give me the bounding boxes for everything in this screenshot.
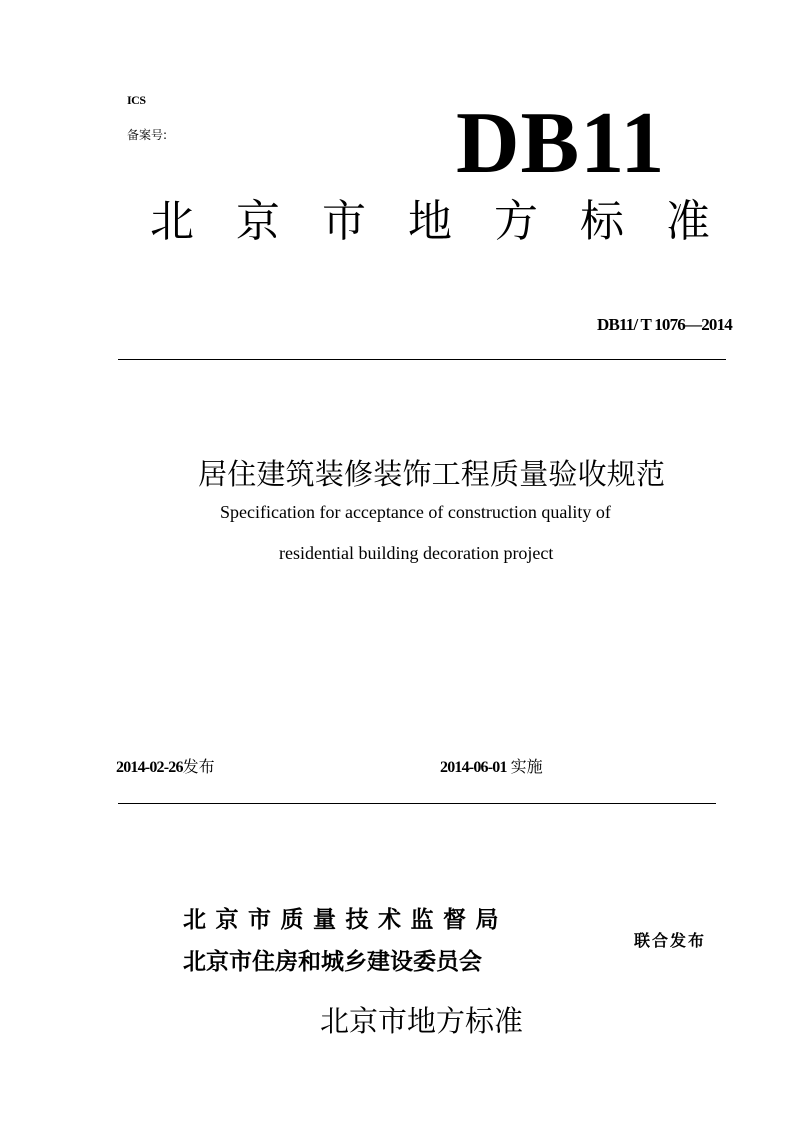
title-chinese: 居住建筑装修装饰工程质量验收规范 [198, 457, 666, 491]
issue-date: 2014-02-26 [116, 759, 183, 776]
effective-date-block [440, 754, 543, 777]
title-english-line1: Specification for acceptance of construction quality of [220, 502, 611, 522]
ics-label: ICS [127, 93, 146, 107]
effective-label: 实施 [510, 757, 543, 776]
filing-number-label: 备案号: [127, 128, 168, 142]
footer-standard-type: 北京市地方标准 [320, 1004, 524, 1038]
issue-date-block [116, 754, 215, 777]
divider-top [118, 359, 726, 360]
issuer-quality-bureau: 北京市质量技术监督局 [183, 907, 508, 933]
divider-bottom [118, 803, 716, 804]
standard-number: DB11/ T 1076—2014 [596, 315, 732, 334]
standard-type-char: 地 [408, 196, 452, 247]
joint-issue-label: 联合发布 [634, 931, 707, 950]
standard-type-char: 市 [322, 196, 366, 247]
issuer-housing-commission: 北京市住房和城乡建设委员会 [183, 949, 482, 975]
title-english-line2: residential building decoration project [279, 543, 554, 563]
issue-label: 发布 [182, 757, 215, 776]
standard-type-char: 准 [666, 196, 710, 247]
effective-date: 2014-06-01 [440, 759, 507, 776]
standard-type-char: 标 [580, 196, 624, 247]
standard-code: DB11 [456, 95, 666, 192]
standard-type-char: 京 [236, 196, 280, 247]
standard-type-char: 北 [150, 196, 194, 247]
standard-type-title [150, 196, 710, 247]
standard-type-char: 方 [494, 196, 538, 247]
